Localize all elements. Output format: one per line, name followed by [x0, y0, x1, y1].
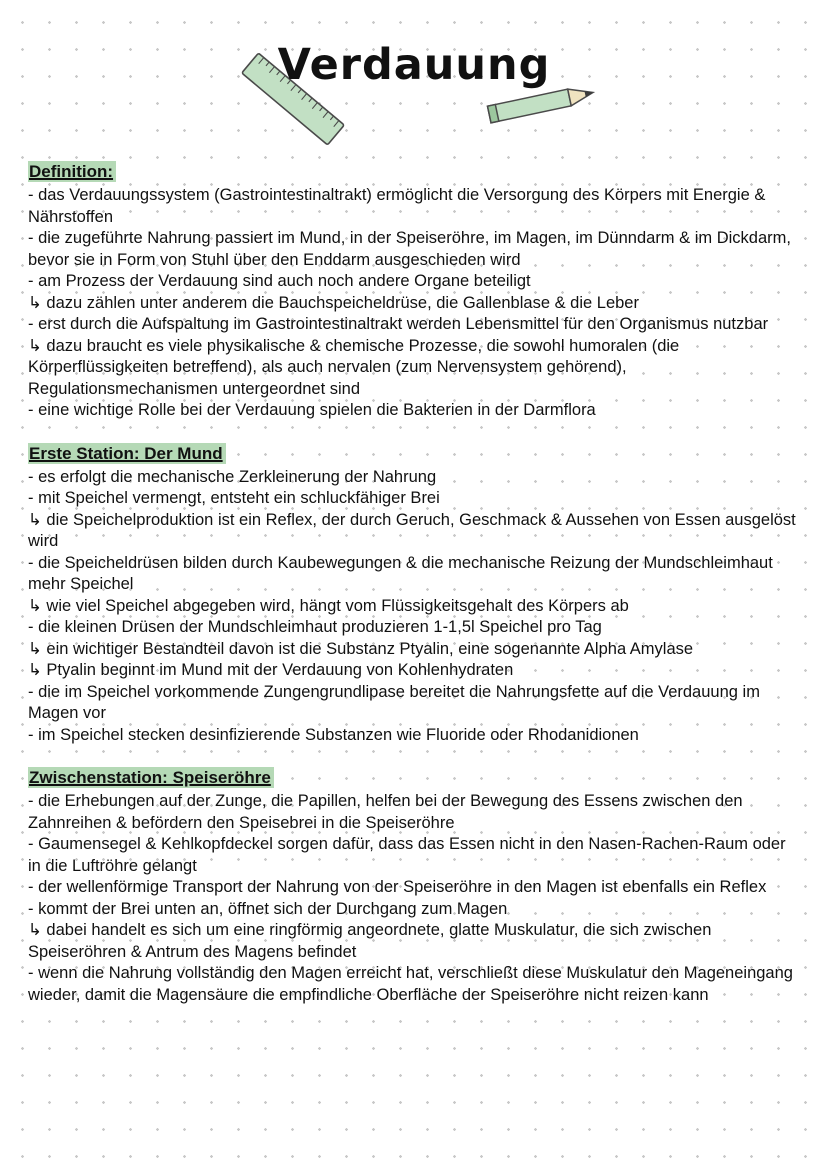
note-line: - im Speichel stecken desinfizierende Substanzen wie Fluoride oder Rhodanidionen	[28, 725, 639, 744]
section-heading	[28, 162, 800, 182]
note-line: - die kleinen Drüsen der Mundschleimhaut produzieren 1-1,5l Speichel pro Tag	[28, 618, 602, 636]
note-line: - am Prozess der Verdauung sind auch noch andere Organe beteiligt	[28, 272, 531, 290]
section-heading	[28, 444, 800, 464]
note-line: ↳ ein wichtiger Bestandteil davon ist die Substanz Ptyalin, eine sogenannte Alpha Amylase	[28, 639, 694, 658]
note-line: - es erfolgt die mechanische Zerkleinerung der Nahrung	[28, 467, 437, 486]
note-line: ↳ die Speichelproduktion ist ein Reflex, der durch Geruch, Geschmack & Aussehen von Essen ausgelöst wird	[28, 510, 796, 550]
note-line: ↳ dazu braucht es viele physikalische & chemische Prozesse, die sowohl humoralen (die Körperflüssigkeiten betreffend), als auch nervalen (zum Nervensystem gehörend), Regulationsmechanismen untergeordnet sind	[28, 336, 680, 398]
note-line: - das Verdauungssystem (Gastrointestinaltrakt) ermöglicht die Versorgung des Körpers mit Energie & Nährstoffen	[28, 186, 766, 226]
note-line: - wenn die Nahrung vollständig den Magen erreicht hat, verschließt diese Muskulatur den Mageneingang wieder, damit die Magensäure die empfindliche Oberfläche der Speiseröhre nicht reizen kann	[28, 964, 793, 1004]
note-line: - Gaumensegel & Kehlkopfdeckel sorgen dafür, dass das Essen nicht in den Nasen-Rachen-Raum oder in die Luftröhre gelangt	[28, 835, 786, 875]
note-line: - der wellenförmige Transport der Nahrung von der Speiseröhre in den Magen ist ebenfalls ein Reflex	[28, 878, 767, 896]
note-line: - die Erhebungen auf der Zunge, die Papillen, helfen bei der Bewegung des Essens zwischen den Zahnreihen & befördern den Speisebrei in die Speiseröhre	[28, 792, 743, 832]
note-line: ↳ dabei handelt es sich um eine ringförmig angeordnete, glatte Muskulatur, die sich zwischen Speiseröhren & Antrum des Magens befindet	[28, 921, 712, 961]
note-line: ↳ wie viel Speichel abgegeben wird, hängt vom Flüssigkeitsgehalt des Körpers ab	[28, 596, 629, 615]
note-line: - eine wichtige Rolle bei der Verdauung spielen die Bakterien in der Darmflora	[28, 401, 596, 419]
note-line: - mit Speichel vermengt, entsteht ein schluckfähiger Brei	[28, 489, 440, 507]
pencil-icon	[476, 72, 606, 134]
note-line: - erst durch die Aufspaltung im Gastrointestinaltrakt werden Lebensmittel für den Organismus nutzbar	[28, 315, 769, 333]
section-heading-text: Zwischenstation: Speiseröhre	[28, 767, 274, 788]
section-heading-text: Erste Station: Der Mund	[28, 443, 226, 464]
note-line: - kommt der Brei unten an, öffnet sich der Durchgang zum Magen	[28, 899, 508, 918]
note-line: - die im Speichel vorkommende Zungengrundlipase bereitet die Nahrungsfette auf die Verdauung im Magen vor	[28, 682, 760, 722]
section-zwischenstation-speiseroehre	[28, 768, 800, 1006]
note-line: - die Speicheldrüsen bilden durch Kaubewegungen & die mechanische Reizung der Mundschleimhaut mehr Speichel	[28, 553, 773, 593]
note-line: ↳ Ptyalin beginnt im Mund mit der Verdauung von Kohlenhydraten	[28, 661, 514, 679]
note-line: - die zugeführte Nahrung passiert im Mund, in der Speiseröhre, im Magen, im Dünndarm & im Dickdarm, bevor sie in Form von Stuhl über den Enddarm ausgeschieden wird	[28, 229, 791, 269]
section-heading-text: Definition:	[28, 161, 116, 182]
title-header	[28, 0, 800, 162]
note-line: ↳ dazu zählen unter anderem die Bauchspeicheldrüse, die Gallenblase & die Leber	[28, 293, 639, 312]
section-heading	[28, 768, 800, 788]
section-erste-station-der-mund	[28, 444, 800, 747]
page-title: Verdauung	[277, 40, 551, 90]
section-definition	[28, 162, 800, 422]
